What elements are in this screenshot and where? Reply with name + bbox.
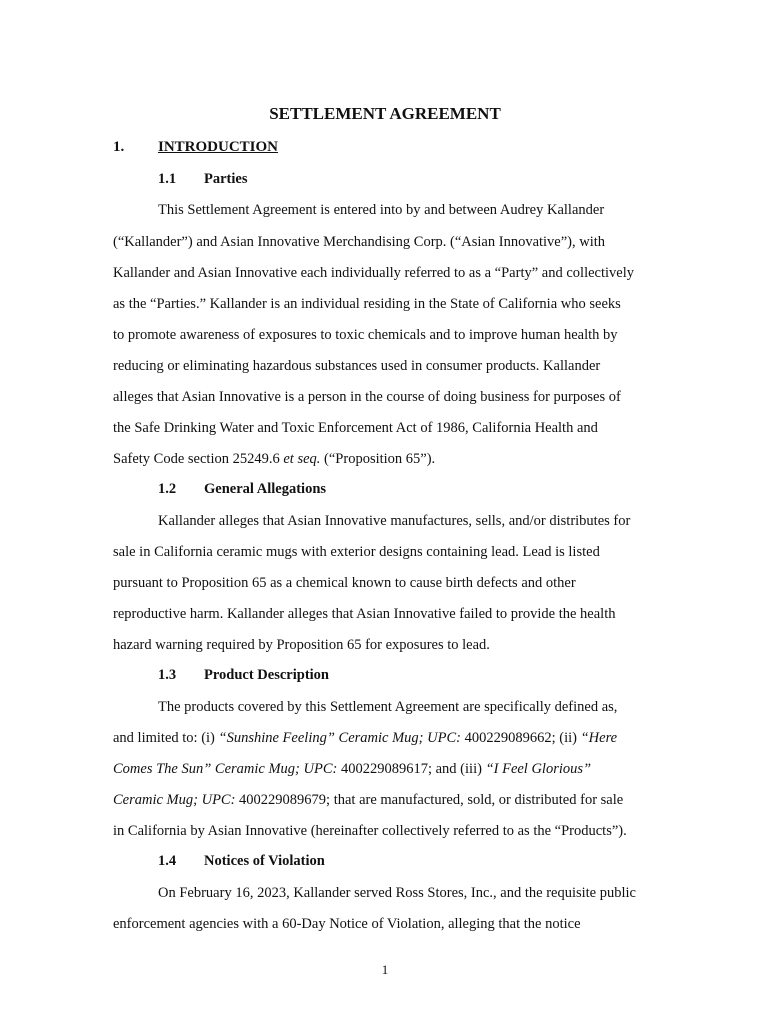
- paragraph-line: reducing or eliminating hazardous substances used in consumer products. Kallander: [113, 358, 601, 374]
- paragraph-line: [113, 791, 623, 809]
- text-run: 400229089662; (ii): [460, 730, 581, 746]
- paragraph-line: Kallander and Asian Innovative each individually referred to as a “Party” and collectively: [113, 265, 634, 281]
- subsection-number: 1.1: [158, 171, 177, 187]
- section-number: 1.: [113, 139, 125, 155]
- subsection-title: General Allegations: [204, 481, 327, 497]
- subsection-number: 1.4: [158, 853, 177, 869]
- subsection-title: Notices of Violation: [204, 853, 325, 869]
- paragraph-line: [113, 450, 435, 468]
- paragraph-line: as the “Parties.” Kallander is an individual residing in the State of California who seeks: [113, 296, 621, 312]
- paragraph-line: sale in California ceramic mugs with exterior designs containing lead. Lead is listed: [113, 544, 600, 560]
- subsection-number: 1.2: [158, 481, 177, 497]
- italic-text: et seq.: [283, 451, 321, 467]
- paragraph-line: [113, 760, 591, 778]
- text-run: and limited to: (i): [113, 730, 219, 746]
- italic-text: Comes The Sun” Ceramic Mug; UPC:: [113, 761, 338, 777]
- paragraph-line: [113, 729, 617, 747]
- subsection-title: Parties: [204, 171, 248, 187]
- paragraph-line: This Settlement Agreement is entered into by and between Audrey Kallander: [158, 202, 605, 218]
- text-run: 400229089617; and (iii): [337, 761, 486, 777]
- paragraph-line: the Safe Drinking Water and Toxic Enforcement Act of 1986, California Health and: [113, 420, 598, 436]
- italic-text: “I Feel Glorious”: [485, 761, 592, 777]
- paragraph-line: Kallander alleges that Asian Innovative manufactures, sells, and/or distributes for: [158, 513, 631, 529]
- subsection-number: 1.3: [158, 667, 177, 683]
- paragraph-line: enforcement agencies with a 60-Day Notice of Violation, alleging that the notice: [113, 916, 581, 932]
- page-number: 1: [381, 962, 389, 977]
- paragraph-line: alleges that Asian Innovative is a person in the course of doing business for purposes of: [113, 389, 621, 405]
- paragraph-line: (“Kallander”) and Asian Innovative Merchandising Corp. (“Asian Innovative”), with: [113, 234, 606, 250]
- paragraph-line: reproductive harm. Kallander alleges that Asian Innovative failed to provide the health: [113, 606, 616, 622]
- paragraph-line: hazard warning required by Proposition 65 for exposures to lead.: [113, 637, 490, 653]
- paragraph-line: in California by Asian Innovative (hereinafter collectively referred to as the “Products”).: [113, 823, 627, 839]
- section-title: INTRODUCTION: [158, 139, 279, 155]
- italic-text: Ceramic Mug; UPC:: [113, 792, 236, 808]
- paragraph-line: pursuant to Proposition 65 as a chemical known to cause birth defects and other: [113, 575, 576, 591]
- italic-text: “Here: [580, 730, 618, 746]
- text-run: (“Proposition 65”).: [320, 451, 436, 467]
- italic-text: “Sunshine Feeling” Ceramic Mug; UPC:: [218, 730, 461, 746]
- text-run: 400229089679; that are manufactured, sold, or distributed for sale: [235, 792, 624, 808]
- document-title: SETTLEMENT AGREEMENT: [269, 104, 501, 123]
- subsection-title: Product Description: [204, 667, 329, 683]
- text-run: Safety Code section 25249.6: [113, 451, 284, 467]
- paragraph-line: to promote awareness of exposures to toxic chemicals and to improve human health by: [113, 327, 618, 343]
- paragraph-line: On February 16, 2023, Kallander served Ross Stores, Inc., and the requisite public: [158, 885, 636, 901]
- paragraph-line: The products covered by this Settlement Agreement are specifically defined as,: [158, 699, 618, 715]
